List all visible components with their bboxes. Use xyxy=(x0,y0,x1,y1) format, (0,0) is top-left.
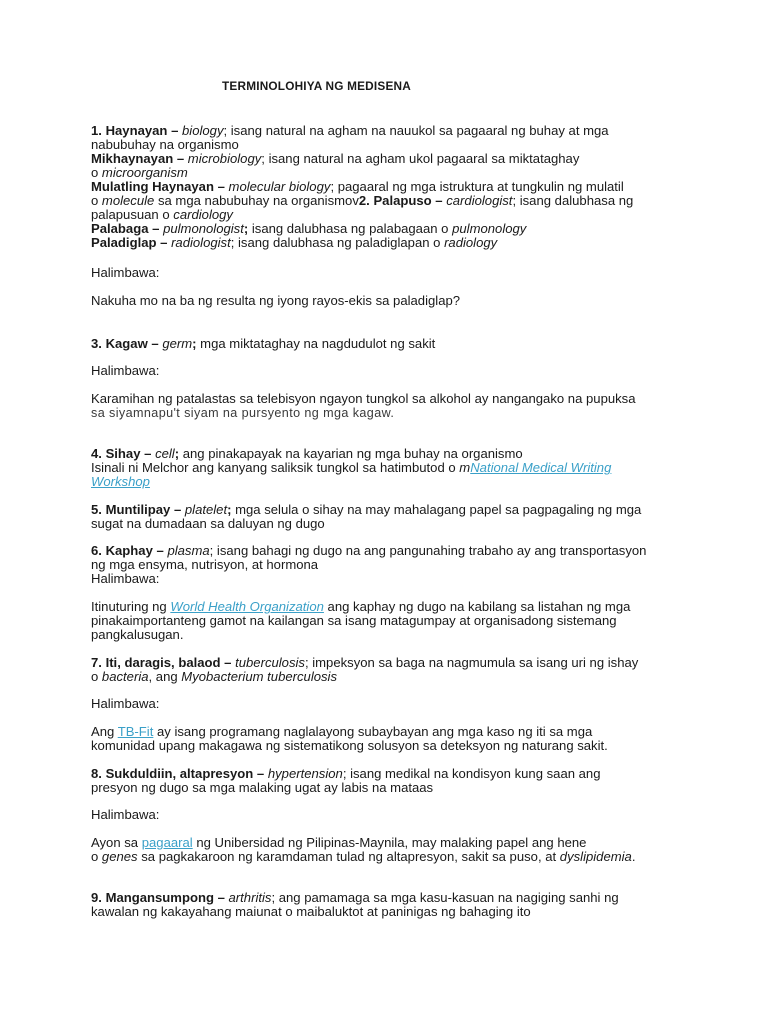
term-haynayan-line1: 1. Haynayan – biology; isang natural na agham na nauukol sa pagaaral ng buhay at mga xyxy=(91,123,609,138)
example-sentence-8-line2: o genes sa pagkakaroon ng karamdaman tulad ng altapresyon, sakit sa puso, at dyslipidemia. xyxy=(91,849,636,864)
term-sihay: Sihay xyxy=(105,446,141,461)
term-mangansumpong-line2: kawalan ng kakayahang maiunat o maibaluktot at paninigas ng bahaging ito xyxy=(91,904,531,919)
term-haynayan: Haynayan xyxy=(105,123,168,138)
term-paladiglap: Paladiglap xyxy=(91,235,157,250)
term-haynayan-line2: nabubuhay na organismo xyxy=(91,137,239,152)
term-mangansumpong: Mangansumpong xyxy=(105,890,214,905)
term-palabaga-line: Palabaga – pulmonologist; isang dalubhasa ng palabagaan o pulmonology xyxy=(91,221,527,236)
term-iti-line1: 7. Iti, daragis, balaod – tuberculosis; impeksyon sa baga na nagmumula sa isang uri ng ishay xyxy=(91,655,639,670)
term-kagaw-line: 3. Kagaw – germ; mga miktataghay na nagdudulot ng sakit xyxy=(91,336,436,351)
term-muntilipay: Muntilipay xyxy=(105,502,171,517)
example-sentence-7-line1: Ang TB-Fit ay isang programang naglalayong subaybayan ang mga kaso ng iti sa mga xyxy=(91,724,593,739)
term-sukduldiin: Sukduldiin, altapresyon xyxy=(105,766,254,781)
example-sentence-3-line2: sa siyamnapu't siyam na pursyento ng mga kagaw. xyxy=(91,406,395,420)
term-palapuso-line2: palapusuan o cardiology xyxy=(91,207,233,222)
term-muntilipay-line2: sugat na dumadaan sa daluyan ng dugo xyxy=(91,516,325,531)
term-mulatling-line2: o molecule sa mga nabubuhay na organismov2. Palapuso – cardiologist; isang dalubhasa ng xyxy=(91,193,634,208)
term-mulatling-haynayan: Mulatling Haynayan xyxy=(91,179,214,194)
halimbawa-label-7: Halimbawa: xyxy=(91,696,160,711)
term-kaphay-line1: 6. Kaphay – plasma; isang bahagi ng dugo na ang pangunahing trabaho ay ang transportasyon xyxy=(91,543,647,558)
example-sentence-3-line1: Karamihan ng patalastas sa telebisyon ngayon tungkol sa alkohol ay nangangako na pupuksa xyxy=(91,391,636,406)
term-muntilipay-line1: 5. Muntilipay – platelet; mga selula o sihay na may mahalagang papel sa pagpagaling ng mga xyxy=(91,502,642,517)
link-world-health-organization[interactable]: World Health Organization xyxy=(170,599,324,614)
link-workshop[interactable]: Workshop xyxy=(91,474,150,489)
example-sentence-6-line3: pangkalusugan. xyxy=(91,627,184,642)
halimbawa-label-3: Halimbawa: xyxy=(91,363,160,378)
example-sentence-6-line1: Itinuturing ng World Health Organization ang kaphay ng dugo na kabilang sa listahan ng mga xyxy=(91,599,631,614)
term-sihay-line: 4. Sihay – cell; ang pinakapayak na kayarian ng mga buhay na organismo xyxy=(91,446,523,461)
term-mulatling-line1: Mulatling Haynayan – molecular biology; pagaaral ng mga istruktura at tungkulin ng mulatil xyxy=(91,179,624,194)
term-kaphay: Kaphay xyxy=(105,543,153,558)
page-title: TERMINOLOHIYA NG MEDISENA xyxy=(222,79,411,93)
term-paladiglap-line: Paladiglap – radiologist; isang dalubhasa ng paladiglapan o radiology xyxy=(91,235,498,250)
term-mikhaynayan: Mikhaynayan xyxy=(91,151,174,166)
term-mikhaynayan-line2: o microorganism xyxy=(91,165,188,180)
link-national-medical-writing-workshop[interactable]: National Medical Writing xyxy=(470,460,612,475)
term-palabaga: Palabaga xyxy=(91,221,149,236)
term-sukduldiin-line1: 8. Sukduldiin, altapresyon – hypertension; isang medikal na kondisyon kung saan ang xyxy=(91,766,601,781)
example-sentence-8-line1: Ayon sa pagaaral ng Unibersidad ng Pilipinas-Maynila, may malaking papel ang hene xyxy=(91,835,587,850)
term-mikhaynayan-line1: Mikhaynayan – microbiology; isang natural na agham ukol pagaaral sa miktataghay xyxy=(91,151,580,166)
example-sentence-2: Nakuha mo na ba ng resulta ng iyong rayos-ekis sa paladiglap? xyxy=(91,293,461,308)
halimbawa-label-8: Halimbawa: xyxy=(91,807,160,822)
link-pagaaral[interactable]: pagaaral xyxy=(141,835,193,850)
term-palapuso: Palapuso xyxy=(373,193,432,208)
term-iti: Iti, daragis, balaod xyxy=(105,655,221,670)
term-iti-line2: o bacteria, ang Myobacterium tuberculosis xyxy=(91,669,338,684)
example-sentence-6-line2: pinakaimportanteng gamot na kailangan sa isang matagumpay at organisadong sistemang xyxy=(91,613,617,628)
example-sentence-4-line1: Isinali ni Melchor ang kanyang saliksik tungkol sa hatimbutod o mNational Medical Writing xyxy=(91,460,612,475)
halimbawa-label-6: Halimbawa: xyxy=(91,571,160,586)
link-tb-fit[interactable]: TB-Fit xyxy=(117,724,154,739)
term-kagaw: Kagaw xyxy=(105,336,148,351)
halimbawa-label-2: Halimbawa: xyxy=(91,265,160,280)
term-sukduldiin-line2: presyon ng dugo sa mga malaking ugat ay labis na mataas xyxy=(91,780,434,795)
term-kaphay-line2: ng mga ensyma, nutrisyon, at hormona xyxy=(91,557,319,572)
example-sentence-7-line2: komunidad upang makagawa ng sistematikong solusyon sa deteksyon ng naturang sakit. xyxy=(91,738,608,753)
term-mangansumpong-line1: 9. Mangansumpong – arthritis; ang pamamaga sa mga kasu-kasuan na nagiging sanhi ng xyxy=(91,890,619,905)
terms-block-1 xyxy=(91,124,691,250)
example-sentence-4-line2 xyxy=(91,475,691,489)
